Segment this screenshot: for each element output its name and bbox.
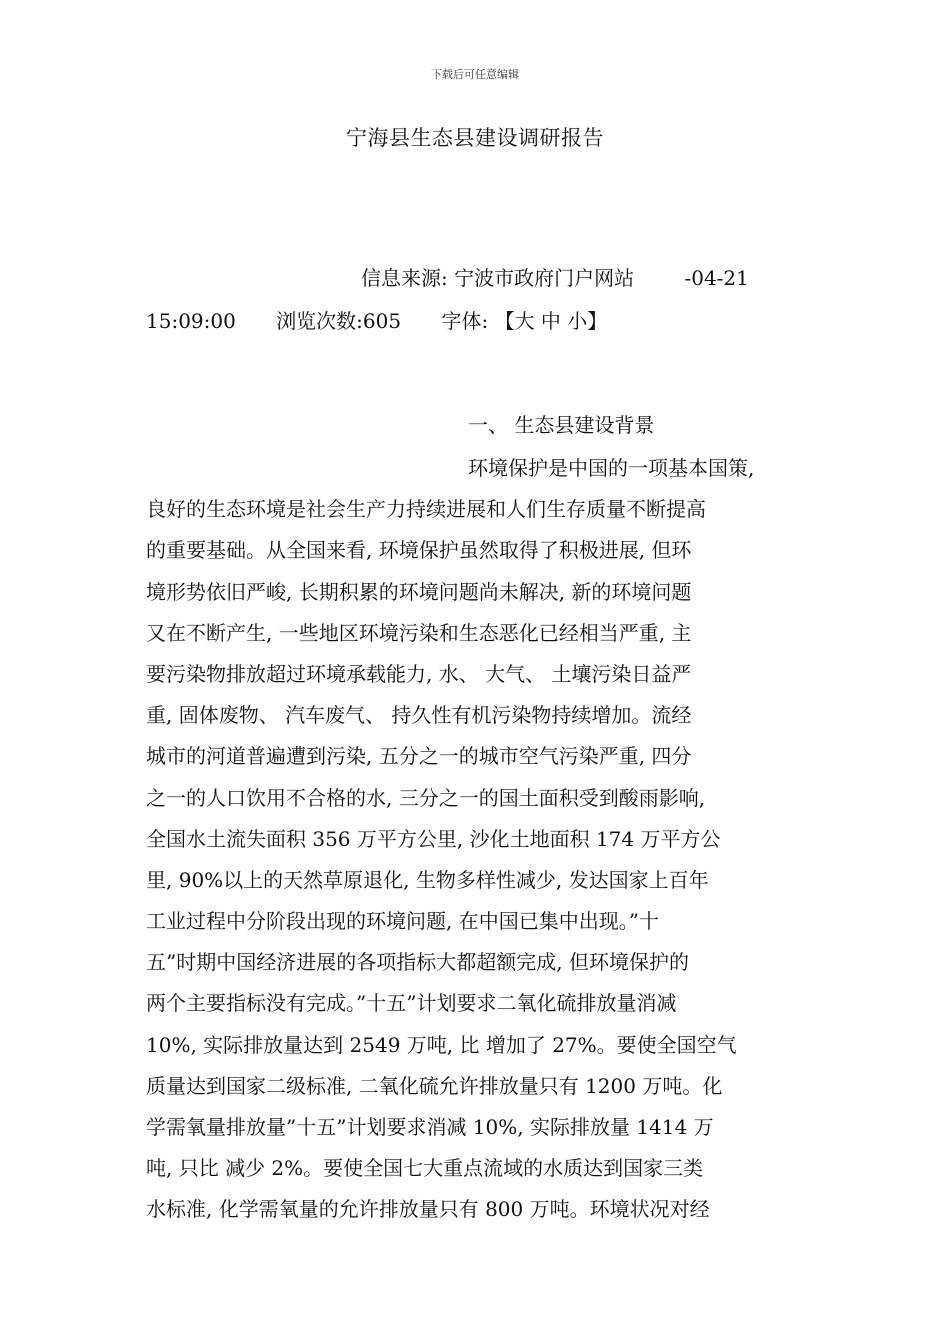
document-title: 宁海县生态县建设调研报告 [346,126,604,150]
paragraph-line: 10%, 实际排放量达到 2549 万吨, 比 增加了 27%。要使全国空气 [146,1032,737,1057]
paragraph-line: 五”时期中国经济进展的各项指标大都超额完成, 但环境保护的 [146,950,689,975]
section-heading: 一、 生态县建设背景 [468,413,655,437]
paragraph-line: 境形势依旧严峻, 长期积累的环境问题尚未解决, 新的环境问题 [146,579,692,604]
paragraph-line: 要污染物排放超过环境承载能力, 水、 大气、 土壤污染日益严 [146,661,692,686]
paragraph-line: 重, 固体废物、 汽车废气、 持久性有机污染物持续增加。流经 [146,703,692,728]
paragraph-line: 全国水土流失面积 356 万平方公里, 沙化土地面积 174 万平方公 [146,826,721,851]
paragraph-line: 水标准, 化学需氧量的允许排放量只有 800 万吨。环境状况对经 [146,1197,710,1222]
paragraph-line: 质量达到国家二级标准, 二氧化硫允许排放量只有 1200 万吨。化 [146,1073,723,1098]
paragraph-line: 两个主要指标没有完成。”十五”计划要求二氧化硫排放量消减 [146,991,677,1016]
paragraph-line: 工业过程中分阶段出现的环境问题, 在中国已集中出现。”十 [146,909,659,934]
paragraph-line: 城市的河道普遍遭到污染, 五分之一的城市空气污染严重, 四分 [146,744,692,769]
paragraph-line: 的重要基础。从全国来看, 环境保护虽然取得了积极进展, 但环 [146,538,692,563]
source-label: 信息来源: 宁波市政府门户网站 [361,266,635,290]
body-paragraph [146,448,810,1231]
view-count: 浏览次数:605 [276,309,402,333]
paragraph-line: 吨, 只比 减少 2%。要使全国七大重点流域的水质达到国家三类 [146,1156,704,1181]
paragraph-line: 又在不断产生, 一些地区环境污染和生态恶化已经相当严重, 主 [146,620,692,645]
paragraph-line: 之一的人口饮用不合格的水, 三分之一的国土面积受到酸雨影响, [146,785,706,810]
paragraph-line: 里, 90%以上的天然草原退化, 生物多样性减少, 发达国家上百年 [146,867,709,892]
date-fragment: -04-21 [684,266,749,290]
paragraph-line: 学需氧量排放量”十五”计划要求消减 10%, 实际排放量 1414 万 [146,1115,714,1139]
font-size-selector[interactable]: 字体: 【大 中 小】 [441,309,608,333]
meta-line-2 [146,305,826,334]
publish-time: 15:09:00 [146,309,236,333]
header-note: 下载后可任意编辑 [431,68,519,81]
paragraph-line: 环境保护是中国的一项基本国策, [468,456,755,480]
paragraph-line: 良好的生态环境是社会生产力持续进展和人们生存质量不断提高 [146,497,706,522]
meta-line-1 [146,262,826,291]
